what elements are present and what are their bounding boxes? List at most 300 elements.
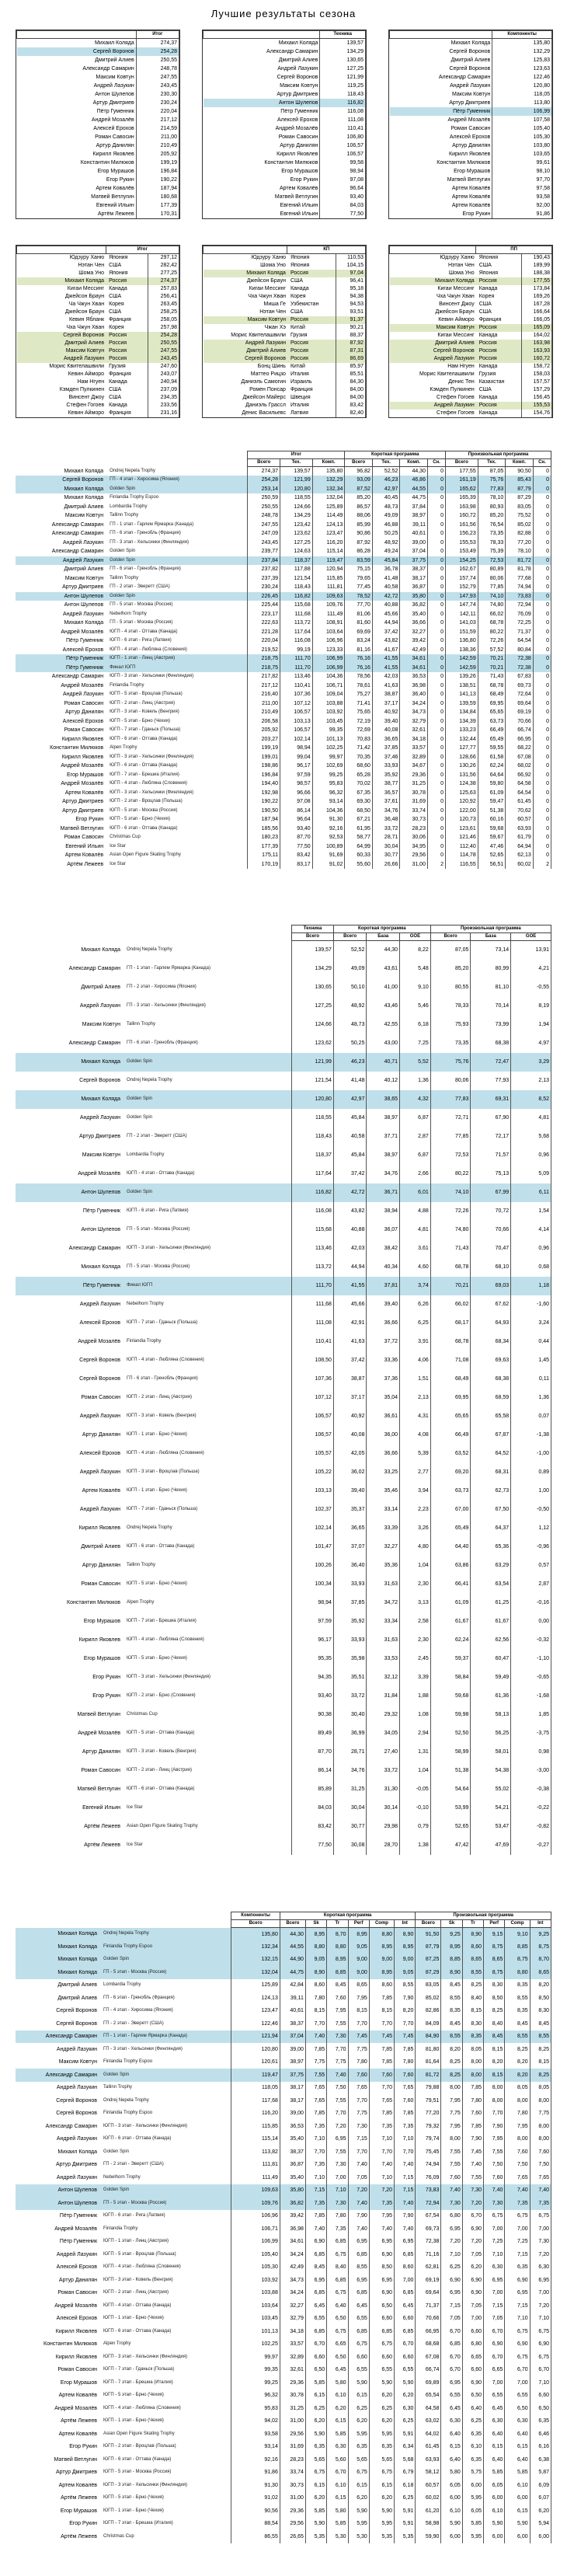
score-value: 87,70 [292, 1743, 334, 1762]
score-value: 75,65 [345, 708, 373, 717]
score-value: 93,58 [492, 193, 552, 201]
score-value: 0 [427, 789, 445, 798]
season-best-top21 [16, 30, 551, 255]
header-spacer [16, 1920, 231, 1928]
score-value: 36,65 [333, 1519, 367, 1538]
score-value: 8,60 [369, 1979, 394, 1992]
skater-name: Кирилл Яковлев [78, 1525, 120, 1531]
table-row [16, 2043, 551, 2056]
skater-name: Пётр Гуменник [66, 638, 104, 644]
score-value: 62,24 [478, 762, 506, 771]
score-value: 75,52 [506, 511, 534, 521]
table-row [390, 150, 552, 159]
score-value: 44,94 [333, 1258, 367, 1277]
score-value: 6,00 [484, 2530, 505, 2543]
skater-name: Роман Савосин [64, 700, 104, 706]
score-value: 0 [533, 789, 551, 798]
skater-name: Артур Дмитриев [277, 91, 318, 97]
score-value: 203,27 [248, 735, 280, 744]
score-value: 3,26 [400, 1519, 431, 1538]
score-value: 93,14 [231, 2441, 280, 2454]
score-value: 297,12 [148, 254, 179, 262]
event-name: Finlandia Trophy [103, 2226, 138, 2231]
score-value: 6,60 [395, 2313, 416, 2326]
score-value: 64,99 [345, 842, 373, 852]
skater-name: Евгений Ильин [65, 843, 104, 849]
score-value: 65,54 [416, 2390, 441, 2403]
score-value: 71,37 [506, 628, 534, 637]
score-value: 5,90 [484, 2518, 505, 2531]
score-value: 134,29 [292, 960, 334, 978]
score-value: 0 [533, 467, 551, 476]
score-value: 2,13 [400, 1389, 431, 1407]
score-value: 6,70 [505, 2364, 530, 2377]
score-value: 7,40 [305, 2222, 326, 2236]
score-value: 79,51 [416, 2094, 441, 2107]
score-value: 6,35 [505, 2261, 530, 2274]
table-world-fs [388, 245, 553, 418]
score-value: 107,58 [492, 116, 552, 124]
skater-name: Андрей Мозалёв [78, 1731, 120, 1736]
skater-name: Матвей Ветлугин [447, 176, 491, 183]
score-value: 7,15 [505, 2299, 530, 2313]
score-value: 72,25 [506, 619, 534, 628]
score-value: 39,00 [280, 2043, 305, 2056]
event-name: ГП - 1 этап - Гарлем Ярмарка (Канада) [127, 966, 210, 971]
score-value: 60,47 [471, 1650, 511, 1668]
group-header: Техника [292, 925, 334, 933]
score-value: 34,73 [280, 2274, 305, 2287]
event-name: ЮГП - 3 этап - Хельсинки (Финляндия) [103, 2354, 187, 2359]
score-value: 43,82 [372, 636, 400, 646]
score-value: 131,56 [446, 771, 478, 780]
table-row [16, 1407, 551, 1426]
skater-name: Морис Квителашвили [49, 364, 105, 369]
table-row [16, 1706, 551, 1724]
score-value: 28,71 [333, 1743, 367, 1762]
skater-name: Дмитрий Алиев [278, 57, 318, 63]
table-row [203, 270, 366, 277]
score-value: 189,99 [521, 262, 551, 270]
score-value: 7,25 [400, 1034, 431, 1053]
score-value: 97,08 [280, 797, 313, 807]
event-name: ЮГП - 4 этап - Любляна (Словения) [110, 647, 187, 652]
score-value: 57,52 [478, 646, 506, 655]
skater-name: Сергей Воронов [79, 1376, 120, 1382]
score-value: 93,40 [280, 824, 313, 834]
score-value: 34,72 [367, 1594, 400, 1612]
score-value: 120,61 [231, 2056, 280, 2069]
score-value: 103,13 [280, 717, 313, 727]
score-value: 119,25 [320, 82, 366, 90]
event-name: ГП - 2 этап - Эверетт (США) [103, 2020, 164, 2026]
score-value: 96,82 [345, 467, 373, 476]
score-value: 170,19 [248, 860, 280, 870]
score-value: 177,55 [446, 467, 478, 476]
score-value: 37,42 [333, 1165, 367, 1183]
score-value: 30,08 [333, 1836, 367, 1855]
score-value: 8,45 [305, 2261, 326, 2274]
score-value: 67,90 [471, 1109, 511, 1128]
score-value: 106,96 [312, 636, 345, 646]
score-value: 9,05 [305, 1954, 326, 1967]
score-value: 0,11 [511, 1370, 551, 1389]
score-value: 190,50 [248, 807, 280, 816]
score-value: 6,95 [441, 2376, 462, 2390]
score-value: 6,80 [441, 2210, 462, 2223]
score-value: 75,76 [478, 476, 506, 485]
score-value: 6,35 [462, 2453, 483, 2466]
score-value: 99,04 [280, 753, 313, 762]
score-value: 68,17 [430, 1314, 471, 1333]
score-value: 5,35 [305, 2530, 326, 2543]
score-value: 83,05 [416, 1979, 441, 1992]
score-value: 8,55 [505, 1992, 530, 2005]
score-value: 132,34 [312, 485, 345, 494]
score-value: 6,30 [327, 2441, 348, 2454]
score-value: 58,13 [471, 1706, 511, 1724]
score-value: 7,85 [369, 2043, 394, 2056]
score-value: 234,35 [148, 394, 179, 402]
score-value: 124,13 [312, 521, 345, 530]
country: Россия [476, 324, 521, 332]
skater-name: Сергей Воронов [449, 48, 491, 54]
score-value: 7,40 [395, 2159, 416, 2172]
table-row [16, 1780, 551, 1799]
score-value: 71,57 [471, 1146, 511, 1165]
sub-header: Всего [280, 1920, 305, 1928]
skater-name: Кэмден Пулкинен [59, 387, 105, 392]
score-value: 70,66 [506, 717, 534, 727]
score-value: 114,78 [446, 851, 478, 860]
score-value: 95,83 [231, 2402, 280, 2415]
score-value: 80,22 [430, 1165, 471, 1183]
table-row [16, 779, 551, 789]
skater-name: Андрей Мозалёв [54, 2226, 98, 2232]
score-value: 8,30 [462, 2017, 483, 2030]
score-value: 84,00 [336, 386, 365, 394]
event-name: Финал ЮГП [105, 664, 248, 673]
skater-name: Сергей Воронов [16, 476, 105, 485]
score-value: 6,40 [505, 2453, 530, 2466]
skater-name: Кигаи Мессинг [437, 333, 475, 338]
score-value: 7,15 [484, 2299, 505, 2313]
score-value: 71,08 [430, 1351, 471, 1370]
score-value: 6,20 [369, 2415, 394, 2428]
score-value: 6,01 [400, 1183, 431, 1202]
table-row [203, 193, 366, 201]
event-name: ЮГП - 5 этап - Брно (Чехия) [110, 718, 171, 723]
skater-name: Артём Лежеев [84, 1842, 120, 1848]
score-value: 0 [533, 511, 551, 521]
table-row [203, 324, 366, 332]
score-value: 0 [533, 592, 551, 601]
score-value: 6,50 [462, 2390, 483, 2403]
skater-name: Морис Квителашвили [419, 371, 475, 377]
table-row [16, 1556, 551, 1575]
skater-name: Егор Рукин [290, 176, 318, 183]
score-value: 85,99 [345, 521, 373, 530]
score-value: 0 [533, 574, 551, 584]
score-value: 36,82 [280, 2197, 305, 2210]
score-value: 90,50 [506, 467, 534, 476]
country: США [478, 263, 492, 268]
score-value: 0,00 [511, 1612, 551, 1631]
score-value: 69,69 [345, 628, 373, 637]
score-value: -0,50 [511, 1501, 551, 1519]
table-row [16, 1128, 551, 1146]
score-value: 36,99 [333, 1724, 367, 1743]
score-value: 54,64 [430, 1780, 471, 1799]
score-value: 2,30 [400, 1575, 431, 1594]
score-value: 37,84 [400, 503, 428, 512]
score-value: 8,45 [441, 2017, 462, 2030]
sub-header: Сн. [427, 459, 445, 467]
score-value: 61,67 [430, 1612, 471, 1631]
table-row [203, 402, 366, 410]
score-value: 42,05 [333, 1445, 367, 1463]
score-value: 42,49 [280, 2261, 305, 2274]
score-value: 0 [427, 842, 445, 852]
score-value: 0 [533, 699, 551, 709]
score-value: 68,78 [478, 619, 506, 628]
score-value: 6,15 [484, 2441, 505, 2454]
score-value: 6,70 [462, 2210, 483, 2223]
score-value: 0,68 [511, 1258, 551, 1277]
score-value: 88,54 [231, 2518, 280, 2531]
score-value: 7,40 [369, 2159, 394, 2172]
event-name: ЮГП - 7 этап - Гданьск (Польша) [127, 1507, 198, 1511]
event-name: ЮГП - 1 этап - Брно (Чехия) [103, 2508, 164, 2513]
country: Россия [106, 277, 148, 285]
skater-name: Андрей Мозалёв [78, 1339, 120, 1344]
score-value: 124,66 [280, 503, 313, 512]
score-value: 41,55 [372, 664, 400, 673]
score-value: 8,50 [530, 1992, 551, 2005]
score-value: 119,47 [312, 556, 345, 566]
score-value: 67,83 [506, 672, 534, 681]
score-value: 7,45 [369, 2030, 394, 2044]
table-row [203, 394, 366, 402]
score-value: 119,47 [231, 2069, 280, 2082]
event-name: ГП - 5 этап - Москва (Россия) [110, 620, 173, 626]
score-value: 52,52 [333, 941, 367, 960]
score-value: 81,78 [506, 565, 534, 574]
score-value: 155,53 [521, 402, 551, 410]
group-header: Произвольная программа [446, 451, 551, 459]
score-value: 77,50 [292, 1836, 334, 1855]
skater-name: Чжан Хэ [264, 325, 286, 330]
table-row [16, 1258, 551, 1277]
score-value: 218,75 [248, 664, 280, 673]
score-value: 1,45 [511, 1351, 551, 1370]
table-row [16, 485, 551, 494]
score-value: 55,02 [471, 1780, 511, 1799]
score-value: 6,00 [484, 2492, 505, 2505]
score-value: 247,55 [136, 73, 179, 82]
country: Канада [290, 286, 309, 291]
skater-name: Андрей Лазукин [390, 355, 476, 363]
skater-name: Андрей Лазукин [56, 2046, 98, 2052]
score-value: 7,10 [530, 2376, 551, 2390]
table-row [16, 2094, 551, 2107]
skater-name: Артур Дмитриев [55, 2470, 98, 2476]
score-value: 8,30 [530, 2005, 551, 2018]
score-value: 52,50 [430, 1724, 471, 1743]
skater-name: Константин Милюков [80, 159, 134, 166]
table-row [203, 277, 366, 285]
country: Франция [109, 371, 131, 377]
skater-name: Егор Мурашов [454, 168, 491, 174]
score-value: 8,85 [327, 1966, 348, 1979]
table-row [203, 285, 366, 293]
event-name: Ice Star [127, 1842, 143, 1847]
score-value: 7,70 [327, 2043, 348, 2056]
score-value: 166,64 [521, 308, 551, 316]
score-value: 6,15 [369, 2479, 394, 2492]
score-value: 142,59 [446, 654, 478, 664]
score-value: 8,95 [369, 1966, 394, 1979]
skater-name: Максим Ковтун [82, 1022, 120, 1027]
score-value: 8,25 [530, 2069, 551, 2082]
country: Канада [478, 395, 498, 400]
score-value: 82,40 [336, 410, 365, 417]
score-value: 6,25 [348, 2402, 369, 2415]
score-value: 84,03 [320, 201, 366, 210]
score-value: 4,08 [400, 1426, 431, 1445]
event-name: Alpen Trophy [110, 745, 137, 751]
score-value: 8,80 [369, 1928, 394, 1941]
score-value: 7,20 [462, 2197, 483, 2210]
table-row [17, 56, 179, 64]
header-spacer [17, 246, 106, 254]
score-value: 59,49 [471, 1668, 511, 1687]
score-value: 64,58 [506, 779, 534, 789]
score-value: 116,08 [292, 1202, 334, 1221]
score-value: 118,05 [231, 2082, 280, 2095]
score-value: 70,83 [345, 735, 373, 744]
score-value: 115,68 [292, 1221, 334, 1239]
score-value: 8,55 [395, 1979, 416, 1992]
score-value: 1,04 [400, 1762, 431, 1780]
score-value: 6,10 [327, 2390, 348, 2403]
score-value: 5,85 [462, 2518, 483, 2531]
score-value: 5,39 [400, 1445, 431, 1463]
score-value: 99,35 [312, 726, 345, 735]
score-value: 7,30 [462, 2184, 483, 2198]
score-value: 8,05 [530, 2082, 551, 2095]
score-value: 257,98 [148, 324, 179, 332]
table-row [390, 301, 552, 308]
event-name: ЮГП - 5 этап - Брно (Чехия) [103, 2495, 164, 2501]
score-value: 39,42 [280, 2210, 305, 2223]
score-value: 122,00 [446, 807, 478, 816]
table-row [16, 2479, 551, 2492]
sub-header: Всего [446, 459, 478, 467]
score-value: 85,02 [506, 521, 534, 530]
score-value: 8,00 [530, 2120, 551, 2133]
table-row [16, 574, 551, 584]
score-value: 7,90 [348, 2210, 369, 2223]
score-value: 192,98 [248, 789, 280, 798]
score-value: 0 [533, 636, 551, 646]
table-row [16, 628, 551, 637]
event-name: ЮГП - 2 этап - Линц (Австрия) [103, 2290, 169, 2295]
score-value: 45,84 [333, 1109, 367, 1128]
score-value: 37,17 [333, 1389, 367, 1407]
score-value: 64,02 [416, 2428, 441, 2441]
skater-name: Шома Уно [78, 270, 105, 276]
skater-name: Андрей Лазукин [390, 402, 476, 410]
score-value: 8,22 [400, 941, 431, 960]
score-value: 61,20 [416, 2505, 441, 2518]
skater-name: Михаил Коляда [17, 277, 106, 285]
score-value: 106,99 [231, 2236, 280, 2249]
event-name: ЮГП - 6 этап - Оттава (Канада) [110, 763, 178, 769]
score-value: 4,21 [511, 960, 551, 978]
score-value: 0 [427, 762, 445, 771]
score-value: 36,40 [333, 1556, 367, 1575]
score-value: 165,39 [446, 493, 478, 503]
score-value: 9,10 [505, 1928, 530, 1941]
score-value: 5,90 [305, 2428, 326, 2441]
score-value: 111,70 [280, 654, 313, 664]
score-value: -0,05 [400, 1780, 431, 1799]
score-value: 0 [427, 744, 445, 753]
score-value: 39,40 [333, 1482, 367, 1501]
score-value: 175,11 [248, 851, 280, 860]
score-value: 8,95 [395, 1940, 416, 1954]
score-value: 253,14 [248, 485, 280, 494]
score-value: 118,55 [292, 1109, 334, 1128]
score-value: 120,94 [312, 565, 345, 574]
score-value: 0 [427, 726, 445, 735]
score-value: 101,47 [292, 1538, 334, 1556]
score-value: 39,11 [400, 521, 428, 530]
score-value: 83,59 [345, 556, 373, 566]
score-value: 48,73 [333, 1016, 367, 1034]
table-total [16, 30, 180, 219]
score-value: 250,55 [248, 503, 280, 512]
table-row [17, 150, 179, 159]
score-value: 6,45 [441, 2402, 462, 2415]
score-value: 80,89 [478, 565, 506, 574]
score-value: 60,02 [506, 860, 534, 870]
event-name: ЮГП - 2 этап - Линц (Австрия) [127, 1768, 192, 1773]
skater-name: Евгений Ильин [82, 1805, 120, 1811]
score-value: 52,52 [372, 467, 400, 476]
score-value: 7,85 [462, 2082, 483, 2095]
score-value: 163,98 [521, 340, 551, 347]
score-value: 6,95 [369, 2274, 394, 2287]
event-name: ГП - 5 этап - Москва (Россия) [99, 1966, 231, 1979]
score-value: 7,55 [484, 2146, 505, 2159]
score-value: 5,95 [369, 2428, 394, 2441]
table-row [390, 402, 552, 410]
table-row [390, 184, 552, 193]
score-value: 64,54 [506, 636, 534, 646]
skater-name: Андрей Лазукин [56, 2251, 98, 2257]
event-name: ГП - 6 этап - Гренобль (Франция) [110, 531, 181, 536]
table-row [16, 997, 551, 1016]
score-value: 6,20 [305, 2415, 326, 2428]
table-row [390, 254, 552, 262]
skater-name: Кирилл Яковлев [55, 2354, 98, 2360]
score-value: 120,80 [231, 2043, 280, 2056]
score-value: 217,12 [136, 116, 179, 124]
score-value: 8,20 [441, 2043, 462, 2056]
score-value: 0 [427, 539, 445, 548]
